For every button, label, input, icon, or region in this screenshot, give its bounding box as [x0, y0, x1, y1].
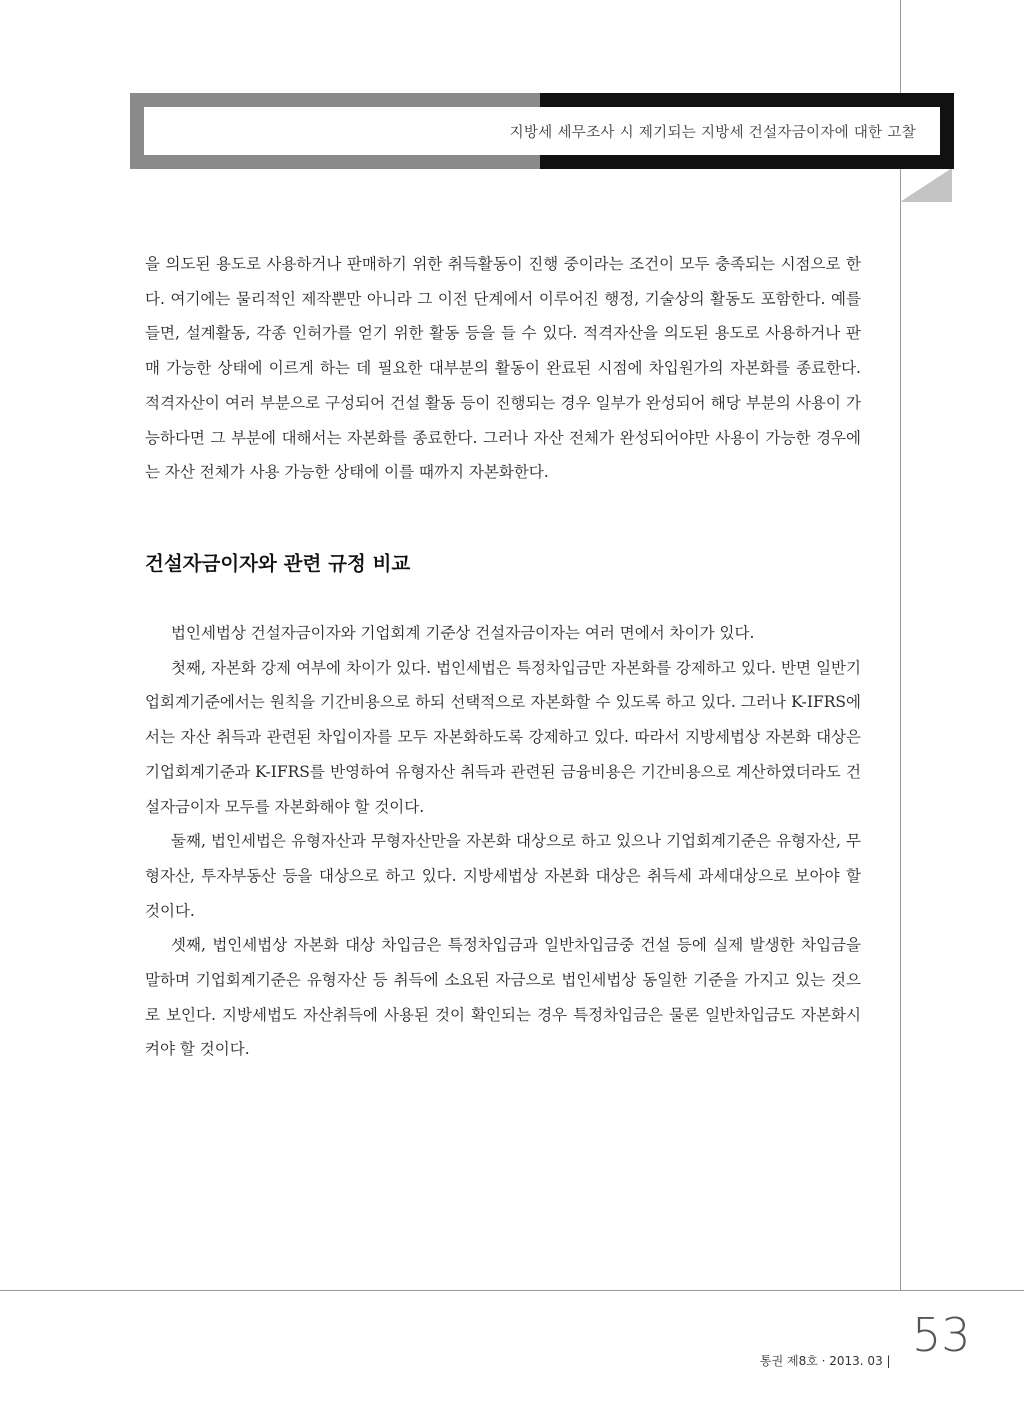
header-frame-top-gray	[130, 93, 540, 107]
header-frame-bottom-black	[540, 155, 954, 169]
section-heading: 건설자금이자와 관련 규정 비교	[145, 552, 411, 575]
page-edge-horizontal-rule	[0, 1290, 1024, 1291]
section-paragraph: 법인세법상 건설자금이자와 기업회계 기준상 건설자금이자는 여러 면에서 차이가 있다.	[171, 624, 755, 642]
intro-text	[145, 247, 861, 490]
section-body	[145, 616, 861, 1067]
running-title: 지방세 세무조사 시 제기되는 지방세 건설자금이자에 대한 고찰	[509, 125, 916, 141]
section-paragraph: 셋째, 법인세법상 자본화 대상 차입금은 특정차입금과 일반차입금중 건설 등에 실제 발생한 차입금을 말하며 기업회계기준은 유형자산 등 취득에 소요된 자금으로 법인세법상 동일한 기준을 가지고 있는 것으로 보인다. 지방세법도 자산취득에 사용된 것이 확인되는 경우 특정차입금은 물론 일반차입금도 자본화시켜야 할 것이다.	[145, 936, 861, 1059]
page-number: 53	[912, 1308, 971, 1362]
corner-fold-decoration	[900, 168, 952, 202]
section-paragraph: 둘째, 법인세법은 유형자산과 무형자산만을 자본화 대상으로 하고 있으나 기업회계기준은 유형자산, 무형자산, 투자부동산 등을 대상으로 하고 있다. 지방세법상 자본화 대상은 취득세 과세대상으로 보아야 할 것이다.	[145, 832, 861, 920]
section-paragraph: 첫째, 자본화 강제 여부에 차이가 있다. 법인세법은 특정차입금만 자본화를 강제하고 있다. 반면 일반기업회계기준에서는 원칙을 기간비용으로 하되 선택적으로 자본화할 수 있도록 하고 있다. 그러나 K-IFRS에서는 자산 취득과 관련된 차입이자를 모두 자본화하도록 강제하고 있다. 따라서 지방세법상 자본화 대상은 기업회계기준과 K-IFRS를 반영하여 유형자산 취득과 관련된 금융비용은 기간비용으로 계산하였더라도 건설자금이자 모두를 자본화해야 할 것이다.	[145, 658, 861, 816]
header-frame-bottom-gray	[130, 155, 540, 169]
header-frame-top-black	[540, 93, 954, 107]
issue-label: 통권 제8호 · 2013. 03 |	[760, 1354, 891, 1368]
intro-paragraph: 을 의도된 용도로 사용하거나 판매하기 위한 취득활동이 진행 중이라는 조건이 모두 충족되는 시점으로 한다. 여기에는 물리적인 제작뿐만 아니라 그 이전 단계에서 이루어진 행정, 기술상의 활동도 포함한다. 예를 들면, 설계활동, 각종 인허가를 얻기 위한 활동 등을 들 수 있다. 적격자산을 의도된 용도로 사용하거나 판매 가능한 상태에 이르게 하는 데 필요한 대부분의 활동이 완료된 시점에 차입원가의 자본화를 종료한다. 적격자산이 여러 부분으로 구성되어 건설 활동 등이 진행되는 경우 일부가 완성되어 해당 부분의 사용이 가능하다면 그 부분에 대해서는 자본화를 종료한다. 그러나 자산 전체가 완성되어야만 사용이 가능한 경우에는 자산 전체가 사용 가능한 상태에 이를 때까지 자본화한다.	[145, 255, 861, 482]
